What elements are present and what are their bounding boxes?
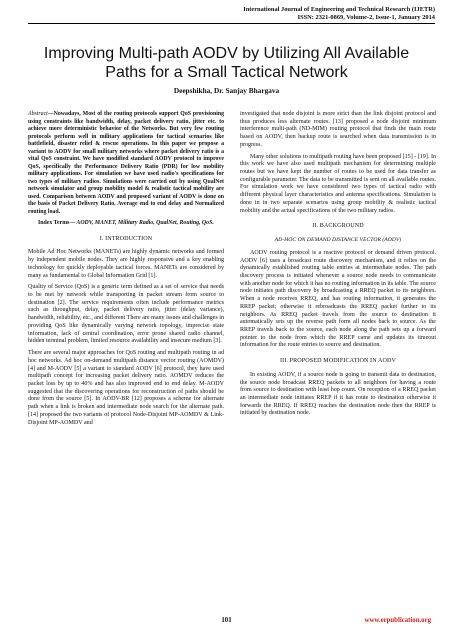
paper-title: Improving Multi-path AODV by Utilizing All Available Paths for a Small Tactical Network <box>43 45 410 81</box>
right-paragraph-1: investigated that node disjoint is more strict than the link disjoint protocol and thus produces less alternate routes. [13] proposed a node disjoint minimum interference multi-path (ND-MIM) routing protocol that finds the main route based on AODV, then backup route is searched when data transmission is in progress. <box>240 111 436 148</box>
journal-name: International Journal of Engineering and Technical Research (IJETR) <box>243 6 435 13</box>
index-terms <box>28 220 224 228</box>
journal-issn: ISSN: 2321-0869, Volume-2, Issue-1, January 2014 <box>297 14 435 21</box>
abstract-text: —Nowadays, Most of the routing protocols support QoS provisioning using constraints like bandwidth, delay, packet delivery ratio, jitter etc. to achieve more deterministic behavior of the Networks. But very few routing protocols perform well in military applications for tactical scenarios like battlefield, disaster relief & rescue operations. In this paper we propose a variant to AODV for small military networks where packet delivery ratio is a vital QoS constraint. We have modified standard AODV protocol to improve QoS, specifically the Performance Delivery Ratio (PDR) for low mobility military applications. For simulation we have used radio's specifications for two types of military radios. Simulations were carried out by using QualNet network simulator and group mobility model & realistic tactical mobility are used. Comparison between AODV and proposed variant of AODV is done on the basis of Packet Delivery Ratio, Average end to end delay and Normalized routing load. <box>28 111 224 215</box>
right-column <box>240 111 436 422</box>
paper-authors: Deepshikha, Dr. Sanjay Bhargava <box>173 86 280 95</box>
intro-paragraph-1: Mobile Ad Hoc Networks (MANETs) are highly dynamic networks and formed by independent mobile nodes. They are highly responsive and a key enabling technology for quickly deployable tactical forces. MANETs are considered by many as fundamental to Global Information Grid [1]. <box>28 249 224 279</box>
abstract <box>28 111 224 216</box>
section-heading-proposed: III. PROPOSED MODIFICATION IN AODV <box>280 358 396 365</box>
abstract-lead: Abstract <box>28 111 48 117</box>
intro-paragraph-3: There are several major approaches for QoS routing and multipath routing in ad hoc networks. Ad hoc on-demand multipath distance vector routing (AOMDV) [4] and M-AODV [5] a variant to standard AODV [6] protocol, they have used multipath concept for increasing packet delivery ratio. AOMDV reduces the packet loss by up to 40% and has also improved end to end delay. M-AODV suggested that the discovering operations for reconstruction of paths should be done from the source [5]. In AODV-BR [12] proposes a scheme for alternate path when a link is broken and intermediate node search for the alternate path. [14] proposed the two variants of protocol Node-Disjoint MP-AOMDV & Link-Disjoint MP-AOMDV and <box>28 350 224 426</box>
footer-website-link[interactable]: www.erpublication.org <box>364 617 431 624</box>
subsection-heading-aodv: AD-HOC ON DEMAND DISTANCE VECTOR (AODV) <box>274 237 402 244</box>
section-heading-background: II. BACKGROUND <box>312 223 364 230</box>
section-heading-introduction: I. INTRODUCTION <box>99 235 153 242</box>
left-column <box>28 111 224 431</box>
right-paragraph-2: Many other solutions to multipath routing have been proposed [15] - [19]. In this work we have also used multipath mechanism for determining multiple routes but we have kept the number of routes to be used for data transfer as configurable parameter. The data to be transmitted is sent on all available routes. For simulation work we have considered two types of tactical radio with different physical layer characteristics and antenna specifications. Simulation is done in in two separate scenarios using group mobility & realistic tactical mobility and the actual specifications of the two military radios. <box>240 153 436 214</box>
intro-paragraph-2: Quality of Service (QoS) is a generic term defined as a set of service that needs to be met by network while transporting in packet stream from source to destination [2]. The service requirements often include performance metrics such as throughput, delay, packet delivery ratio, jitter (delay variance), bandwidth, reliability, etc., and different There are many issues and challenges in providing QoS like dynamically varying network topology, imprecise state information, lack of central coordination, error prone shared radio channel, hidden terminal problem, limited resource availability and insecure medium [3]. <box>28 284 225 345</box>
journal-header <box>135 6 435 22</box>
index-terms-label: Index Terms— <box>38 220 76 226</box>
header-divider <box>28 23 435 24</box>
proposed-paragraph: In existing AODV, if a source node is going to transmit data to destination, the source node broadcast RREQ packets to all neighbors for having a route from source to destination with least hop count. On reception of a RREQ packet an intermediate node initiates RREP if it has route to destination otherwise it forwards the RREQ. If RREQ reaches the destination node then the RREP is initiated by destination node. <box>240 371 436 417</box>
page-number: 101 <box>221 617 232 624</box>
aodv-paragraph: AODV routing protocol is a reactive protocol or demand driven protocol. AODV [6] uses a broadcast route discovery mechanism, and it relies on the dynamically established routing table entries at intermediate nodes. The path discovery process is initiated whenever a source node needs to communicate with another node for which it has no routing information in its table. The source node initiates path discovery by broadcasting a RREQ packet to its neighbors. When a node receives RREQ, and has routing information, it generates the RREP packet; otherwise it rebroadcasts the RREQ packet further to its neighbors. As RREQ packet travels from the source to destination it automatically sets up the reverse path form all nodes back to source. As the RREP travels back to the source, each node along the path sets up a forward pointer to the node from which the RREP came and updates its timeout information for the route entries to source and destination. <box>240 249 436 349</box>
index-terms-text: AODV, MANET, Military Radio, QualNet, Routing, QoS. <box>75 220 214 226</box>
